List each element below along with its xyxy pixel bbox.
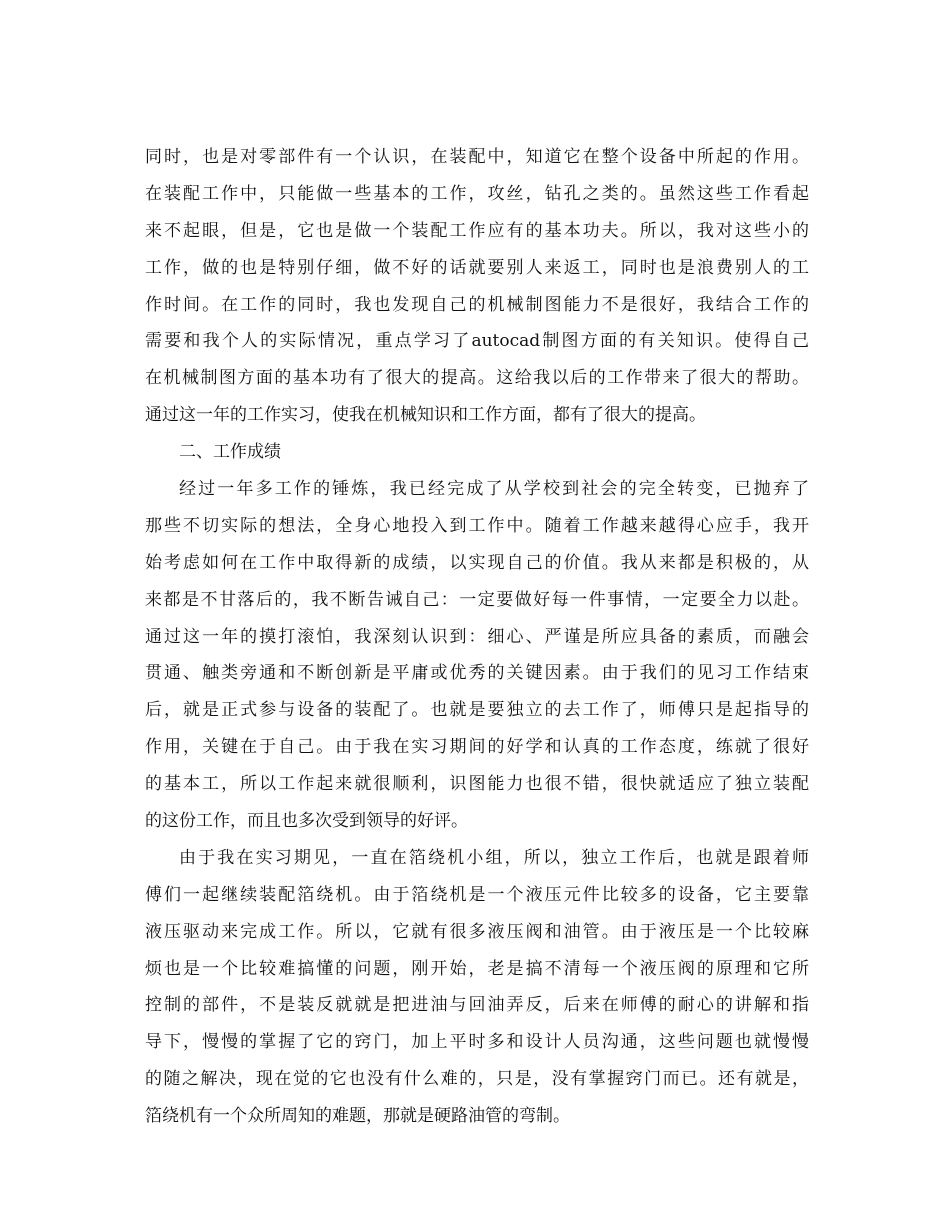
text-line: 箔绕机有一个众所周知的难题，那就是硬路油管的弯制。 — [145, 1106, 570, 1127]
text-line: 来不起眼，但是，它也是做一个装配工作应有的基本功夫。所以，我对这些小的 — [145, 220, 809, 241]
text-line: 在机械制图方面的基本功有了很大的提高。这给我以后的工作带来了很大的帮助。 — [145, 368, 809, 389]
text-line: 通过这一年的工作实习，使我在机械知识和工作方面，都有了很大的提高。 — [145, 405, 706, 426]
text-line: 二、工作成绩 — [179, 442, 281, 463]
text-line: 作时间。在工作的同时，我也发现自己的机械制图能力不是很好，我结合工作的 — [145, 294, 809, 315]
text-line: 烦也是一个比较难搞懂的问题，刚开始，老是搞不清每一个液压阀的原理和它所 — [145, 958, 809, 979]
text-line: 同时，也是对零部件有一个认识，在装配中，知道它在整个设备中所起的作用。 — [145, 147, 809, 167]
text-line: 在装配工作中，只能做一些基本的工作，攻丝，钻孔之类的。虽然这些工作看起 — [145, 183, 809, 204]
text-line: 由于我在实习期见，一直在箔绕机小组，所以，独立工作后，也就是跟着师 — [179, 847, 809, 868]
text-line: 作用，关键在于自己。由于我在实习期间的好学和认真的工作态度，练就了很好 — [145, 737, 809, 758]
text-line: 液压驱动来完成工作。所以，它就有很多液压阀和油管。由于液压是一个比较麻 — [145, 921, 809, 942]
text-line: 导下，慢慢的掌握了它的窍门，加上平时多和设计人员沟通，这些问题也就慢慢 — [145, 1032, 809, 1053]
text-line: 后，就是正式参与设备的装配了。也就是要独立的去工作了，师傅只是起指导的 — [145, 700, 809, 721]
text-line: 傅们一起继续装配箔绕机。由于箔绕机是一个液压元件比较多的设备，它主要靠 — [145, 884, 809, 905]
text-line: 的基本工，所以工作起来就很顺利，识图能力也很不错，很快就适应了独立装配 — [145, 774, 809, 795]
text-line: 通过这一年的摸打滚怕，我深刻认识到：细心、严谨是所应具备的素质，而融会 — [145, 626, 809, 647]
text-line: 始考虑如何在工作中取得新的成绩，以实现自己的价值。我从来都是积极的，从 — [145, 552, 809, 573]
text-line: 控制的部件，不是装反就就是把进油与回油弄反，后来在师傅的耐心的讲解和指 — [145, 995, 809, 1016]
text-line: 需要和我个人的实际情况，重点学习了autocad制图方面的有关知识。使得自己 — [145, 331, 809, 352]
text-line: 来都是不甘落后的，我不断告诫自己：一定要做好每一件事情，一定要全力以赴。 — [145, 589, 809, 610]
text-line: 的随之解决，现在觉的它也没有什么难的，只是，没有掌握窍门而已。还有就是， — [145, 1069, 809, 1090]
text-line: 贯通、触类旁通和不断创新是平庸或优秀的关键因素。由于我们的见习工作结束 — [145, 663, 809, 684]
text-line: 工作，做的也是特别仔细，做不好的话就要别人来返工，同时也是浪费别人的工 — [145, 257, 809, 278]
document-body — [145, 146, 809, 1142]
text-line: 那些不切实际的想法，全身心地投入到工作中。随着工作越来越得心应手，我开 — [145, 515, 809, 536]
text-line: 经过一年多工作的锤炼，我已经完成了从学校到社会的完全转变，已抛弃了 — [179, 479, 809, 500]
text-line: 的这份工作，而且也多次受到领导的好评。 — [145, 811, 468, 832]
